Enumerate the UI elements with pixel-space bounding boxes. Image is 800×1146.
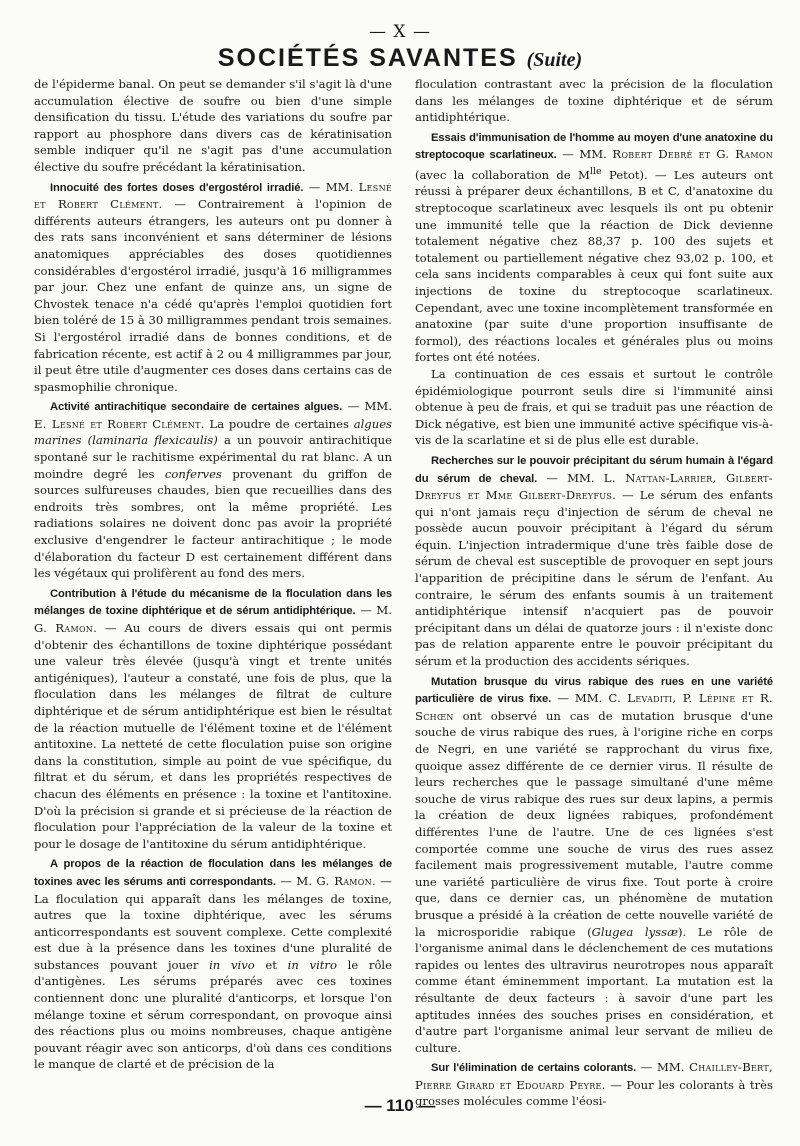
right-column (415, 76, 773, 1110)
article-body: ont observé un cas de mutation brusque d'une souche de virus rabique des rues, à l'origine riche en corps de Negri, en une variété se rapprochant du virus fixe, quoique assez différente de ce dernier virus. Il résulte de leurs recherches que le passage simultané d'une même souche de virus rabique des rues sur deux lapins, a permis la création de deux lignées rabiques, profondément différentes l'une de l'autre. Une de ces lignées s'est comportée comme une souche de virus des rues assez facilement mais progressivement mutable, l'autre comme une variété particulière de virus fixe. Tout porte à croire que, dans ce dernier cas, un phénomène de mutation brusque a présidé à la création de cette nouvelle variété de la microsporidie rabique ( (415, 708, 773, 939)
article-title: Sur l'élimination de certains colorants. (431, 1062, 637, 1075)
article-body: La poudre de certaines (204, 416, 354, 431)
italic-term: conferves (164, 466, 222, 481)
article-authors: C. Levaditi, P. Lépine et R. Schœn (415, 691, 774, 723)
article-rabique (415, 673, 773, 1057)
left-column (34, 76, 392, 1073)
article-body: ). Le rôle de l'organisme animal dans le déclenchement de ces mutations rapides ou lentes des ultravirus neurotropes nous apparaît comme étant éminemment important. La mutation est la résultante de deux facteurs : à savoir d'une part les aptitudes innées des souches prises en considération, et d'autre part l'organisme animal leur servant de milieu de culture. (415, 924, 774, 1055)
dash: — MM. (303, 179, 359, 194)
article-body: — Contrairement à l'opinion de différents auteurs étrangers, les auteurs ont pu donner à des rats sans inconvénient et sans déterminer de lésions anatomiques appréciables des doses quotidiennes considérables d'ergostérol irradié, jusqu'à 16 milligrammes par jour. Chez une enfant de quinze ans, un signe de Chvostek tenace n'a cédé qu'après l'emploi quotidien fort bien toléré de 15 à 30 milligrammes pendant trois semaines. Si l'ergostérol irradié dans de bonnes conditions, et de fabrication récente, est actif à 2 ou 4 milligrammes par jour, il peut être utile d'augmenter ces doses dans certains cas de spasmophilie chronique. (34, 197, 392, 394)
title-suite: (Suite) (526, 49, 583, 71)
italic-term: algues marines (laminaria flexicaulis) (34, 416, 393, 448)
dash: — M. (275, 873, 317, 888)
article-title: Contribution à l'étude du mécanisme de la floculation dans les mélanges de toxine diphtérique et de sérum antidiphtérique. (34, 587, 392, 618)
italic-term: Glugea lyssæ (591, 924, 678, 939)
paragraph: de l'épiderme banal. On peut se demander s'il s'agit là d'une accumulation élective de soufre ou bien d'une simple densification du tissu. L'étude des variations du soufre par rapport au phosphore dans divers cas de kératinisation semble indiquer qu'il ne s'agit pas d'une accumulation élective du soufre précédant la kératinisation. (34, 77, 392, 174)
paragraph: La continuation de ces essais et surtout le contrôle épidémiologique pourront seuls dire si l'immunité ainsi obtenue à peu de frais, et qui se traduit pas une réaction de Dick négative, est bien une immunité active spécifique vis-à-vis de la scarlatine et si de plus elle est durable. (415, 366, 773, 448)
article-body: — Au cours de divers essais qui ont permis d'obtenir des échantillons de toxine diphtérique possédant une valeur très élevée (jusqu'à vingt et trente unités antigéniques), l'auteur a constaté, une fois de plus, que la floculation dans les mélanges de filtrat de culture diphtérique et de sérum antidiphtérique est bien le résultat de la réaction mutuelle de l'élément toxine et de l'élément antitoxine. La netteté de cette floculation puise son origine dans la constitution, simple au point de vue spécifique, du filtrat et du sérum, et dans les propriétés respectives de chacun des éléments en présence : la toxine et l'antitoxine. D'où la précision si grande et si précieuse de la réaction de floculation pour l'appréciation de la valeur de la toxine et pour le dosage de l'antitoxine du sérum antidiphtérique. (34, 621, 392, 851)
article-authors: L. Nattan-Larrier, Gilbert-Dreyfus et Mme Gilbert-Dreyfus. (415, 470, 773, 503)
article-body: le rôle d'antigènes. Les sérums préparés avec ces toxines contiennent donc une pluralité d'anticorps, et lorsque l'on mélange toxine et sérum correspondant, on provoque ainsi des réactions plus ou moins nombreuses, chaque antigène pouvant réagir avec son anticorps, d'où dans ces conditions le manque de clarté et de précision de la (34, 957, 392, 1072)
article-algues (34, 398, 392, 582)
article-toxines (34, 855, 392, 1073)
dash: — MM. (636, 1060, 690, 1075)
article-body: provenant du griffon de sources sulfureuses chaudes, bien que recueillies dans des endroits très sombres, ont la même propriété. Les radiations solaires ne doivent donc pas avoir la propriété exclusive d'engendrer le facteur antirachitique ; le mode d'élaboration du facteur D est certainement différent dans les végétaux qui prolifèrent au fond des mers. (34, 466, 392, 581)
article-authors: E. Lesné et Robert Clément. (34, 416, 205, 431)
dash: — MM. (342, 399, 392, 414)
article-authors: G. Ramon. (316, 873, 376, 888)
article-body: — La floculation qui apparaît dans les mélanges de toxine, autres que la toxine diphtérique, avec les sérums anticorrespondants est souvent complexe. Cette complexité est due à la présence dans les toxines d'une pluralité de substances pouvant jouer (34, 873, 392, 972)
page-marker: — X — (369, 22, 431, 42)
article-body: — Pour les colorants à très grosses molécules comme l'éosi- (415, 1077, 773, 1109)
article-body: Petot). — Les auteurs ont réussi à préparer deux échantillons, B et C, d'anatoxine du streptocoque scarlatineux avec lesquels ils ont pu obtenir une immunité telle que la réaction de Dick devienne totalement négative chez 88,37 p. 100 des sujets et totalement ou partiellement négative chez 93,02 p. 100, et cela sans incidents comparables à ceux qui font suite aux injections de toxine du streptocoque scarlatineux. Cependant, avec une toxine incomplètement transformée en anatoxine (par suite d'une proportion insuffisante de formol), des réactions locales et générales plus ou moins fortes ont été notées. (415, 167, 773, 365)
superscript: lle (589, 165, 602, 177)
article-body: — Le sérum des enfants qui n'ont jamais reçu d'injection de sérum de cheval ne possède aucun pouvoir précipitant à l'égard du sérum équin. L'injection intradermique d'une très faible dose de sérum de cheval est susceptible de provoquer en sept jours l'apparition de précipitine dans le sérum de l'enfant. Au contraire, le sérum des enfants soumis à un traitement antidiphtérique intensif n'acquiert pas de pouvoir précipitant dans un délai de quatorze jours : il n'existe donc pas de relation apparente entre le pouvoir précipitant du sérum et la production des accidents sériques. (415, 488, 773, 669)
article-body: (avec la collaboration de M (415, 167, 590, 182)
article-authors: Robert Debré et G. Ramon (612, 147, 773, 162)
article-title: Mutation brusque du virus rabique des rues en une variété particulière de virus fixe. (415, 675, 773, 706)
italic-term: in vitro (287, 957, 337, 972)
article-precipitant (415, 452, 773, 670)
article-scarlatine (415, 129, 773, 366)
page-title (0, 44, 800, 73)
article-title: Activité antirachitique secondaire de certaines algues. (50, 401, 343, 414)
article-body: et (254, 957, 288, 972)
article-floculation (34, 585, 392, 853)
dash: — MM. (551, 691, 609, 706)
article-body: a un pouvoir antirachitique spontané sur le rachitisme expérimental du rat blanc. A un moindre degré les (34, 433, 392, 481)
article-authors: Chailley-Bert, Pierre Girard et Edouard Peyre. (415, 1060, 773, 1092)
article-title: Innocuité des fortes doses d'ergostérol irradié. (50, 181, 304, 194)
article-title: Essais d'immunisation de l'homme au moyen d'une anatoxine du streptocoque scarlatineux. (415, 131, 773, 162)
italic-term: in vivo (209, 957, 255, 972)
article-title: A propos de la réaction de floculation dans les mélanges de toxines avec les sérums anti correspondants. (34, 858, 392, 888)
dash: — M. (355, 603, 392, 618)
page-number: — 110 — (364, 1096, 436, 1115)
article-title: Recherches sur le pouvoir précipitant du sérum humain à l'égard du sérum de cheval. (415, 454, 773, 485)
dash: — MM. (556, 147, 613, 162)
article-ergosterol (34, 179, 392, 396)
dash: — MM. (537, 470, 604, 485)
title-text: SOCIÉTÉS SAVANTES (217, 44, 518, 72)
paragraph: floculation contrastant avec la précision de la floculation dans les mélanges de toxine diphtérique et de sérum antidiphtérique. (415, 77, 773, 125)
article-authors: Lesné et Robert Clément. (34, 179, 393, 212)
article-authors: G. Ramon. (34, 621, 98, 635)
